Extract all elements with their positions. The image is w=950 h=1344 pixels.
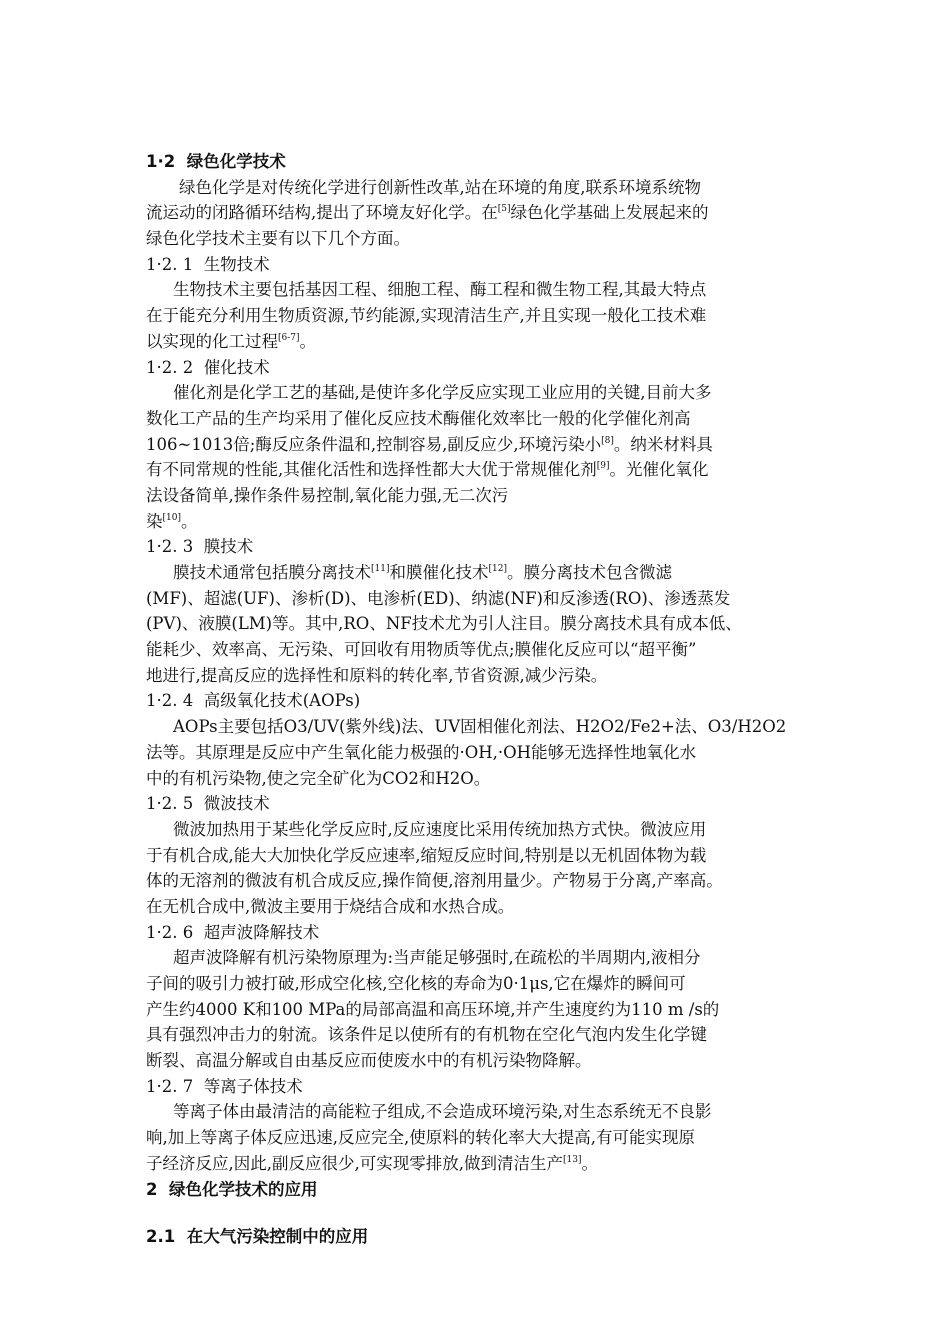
paragraph-line: 产生约4000 K和100 MPa的局部高温和高压环境,并产生速度约为110 m /s的 [146, 999, 720, 1019]
paragraph-line: 106~1013倍;酶反应条件温和,控制容易,副反应少,环境污染小[8]。纳米材料具 [146, 434, 713, 454]
citation: [8] [601, 435, 614, 446]
paragraph-line: 响,加上等离子体反应迅速,反应完全,使原料的转化率大大提高,有可能实现原 [146, 1128, 695, 1148]
paragraph-line: 染[10]。 [146, 511, 198, 531]
paragraph-line: 子间的吸引力被打破,形成空化核,空化核的寿命为0·1μs,它在爆炸的瞬间可 [146, 974, 686, 993]
paragraph-line: 超声波降解有机污染物原理为:当声能足够强时,在疏松的半周期内,液相分 [173, 948, 701, 968]
paragraph-line: 体的无溶剂的微波有机合成反应,操作简便,溶剂用量少。产物易于分离,产率高。 [146, 871, 723, 891]
citation: [12] [488, 564, 507, 574]
paragraph-line: 生物技术主要包括基因工程、细胞工程、酶工程和微生物工程,其最大特点 [173, 280, 707, 300]
paragraph-line: 绿色化学技术主要有以下几个方面。 [146, 229, 410, 249]
paragraph-line: 绿色化学是对传统化学进行创新性改革,站在环境的角度,联系环境系统物 [179, 177, 701, 197]
paragraph-line: 能耗少、效率高、无污染、可回收有用物质等优点;膜催化反应可以“超平衡” [146, 640, 697, 660]
citation: [5] [497, 204, 511, 215]
paragraph-line: 微波加热用于某些化学反应时,反应速度比采用传统加热方式快。微波应用 [173, 819, 707, 839]
citation: [9] [596, 461, 610, 472]
citation: [6-7] [278, 332, 300, 343]
subsection-heading: 1·2. 2 催化技术 [146, 357, 270, 377]
paragraph-line: 流运动的闭路循环结构,提出了环境友好化学。在[5]绿色化学基础上发展起来的 [146, 203, 709, 223]
paragraph-line: 地进行,提高反应的选择性和原料的转化率,节省资源,减少污染。 [146, 665, 608, 685]
paragraph-line: 中的有机污染物,使之完全矿化为CO2和H2O。 [146, 768, 491, 788]
section-heading: 1·2 绿色化学技术 [146, 152, 286, 171]
subsection-heading: 1·2. 7 等离子体技术 [146, 1076, 303, 1096]
citation: [10] [162, 512, 181, 523]
paragraph-line: (MF)、超滤(UF)、渗析(D)、电渗析(ED)、纳滤(NF)和反渗透(RO)、渗透蒸发 [146, 588, 731, 608]
paragraph-line: 于有机合成,能大大加快化学反应速率,缩短反应时间,特别是以无机固体物为载 [146, 845, 707, 865]
paragraph-line: 催化剂是化学工艺的基础,是使许多化学反应实现工业应用的关键,目前大多 [173, 383, 712, 403]
document-page [146, 149, 808, 1250]
paragraph-line: 在无机合成中,微波主要用于烧结合成和水热合成。 [146, 896, 515, 916]
citation: [13] [562, 1154, 582, 1165]
subsection-heading: 1·2. 6 超声波降解技术 [146, 922, 320, 942]
paragraph-line: 数化工产品的生产均采用了催化反应技术酶催化效率比一般的化学催化剂高 [146, 408, 691, 428]
paragraph-line: 法等。其原理是反应中产生氧化能力极强的·OH,·OH能够无选择性地氧化水 [146, 742, 697, 762]
subsection-heading: 1·2. 5 微波技术 [146, 794, 270, 814]
paragraph-line: 有不同常规的性能,其催化活性和选择性都大大优于常规催化剂[9]。光催化氧化 [146, 460, 709, 480]
paragraph-line: 法设备简单,操作条件易控制,氧化能力强,无二次污 [146, 485, 509, 505]
paragraph-line: 等离子体由最清洁的高能粒子组成,不会造成环境污染,对生态系统无不良影 [173, 1102, 712, 1122]
section-heading: 2 绿色化学技术的应用 [146, 1179, 318, 1199]
paragraph-line: (PV)、液膜(LM)等。其中,RO、NF技术尤为引人注目。膜分离技术具有成本低、 [146, 614, 742, 634]
paragraph-line: 膜技术通常包括膜分离技术[11]和膜催化技术[12]。膜分离技术包含微滤 [173, 563, 672, 582]
spacer [146, 1202, 808, 1224]
paragraph-line: AOPs主要包括O3/UV(紫外线)法、UV固相催化剂法、H2O2/Fe2+法、O3/H2O2 [173, 717, 787, 737]
subsection-heading: 1·2. 1 生物技术 [146, 254, 270, 274]
citation: [11] [371, 564, 390, 574]
paragraph-line: 断裂、高温分解或自由基反应而使废水中的有机污染物降解。 [146, 1051, 592, 1071]
subsection-heading: 2.1 在大气污染控制中的应用 [146, 1227, 369, 1247]
paragraph-line: 以实现的化工过程[6-7]。 [146, 331, 317, 351]
subsection-heading: 1·2. 3 膜技术 [146, 537, 254, 557]
subsection-heading: 1·2. 4 高级氧化技术(AOPs) [146, 691, 361, 711]
paragraph-line: 具有强烈冲击力的射流。该条件足以使所有的有机物在空化气泡内发生化学键 [146, 1025, 707, 1045]
paragraph-line: 子经济反应,因此,副反应很少,可实现零排放,做到清洁生产[13]。 [146, 1153, 598, 1173]
paragraph-line: 在于能充分利用生物质资源,节约能源,实现清洁生产,并且实现一般化工技术难 [146, 306, 707, 326]
